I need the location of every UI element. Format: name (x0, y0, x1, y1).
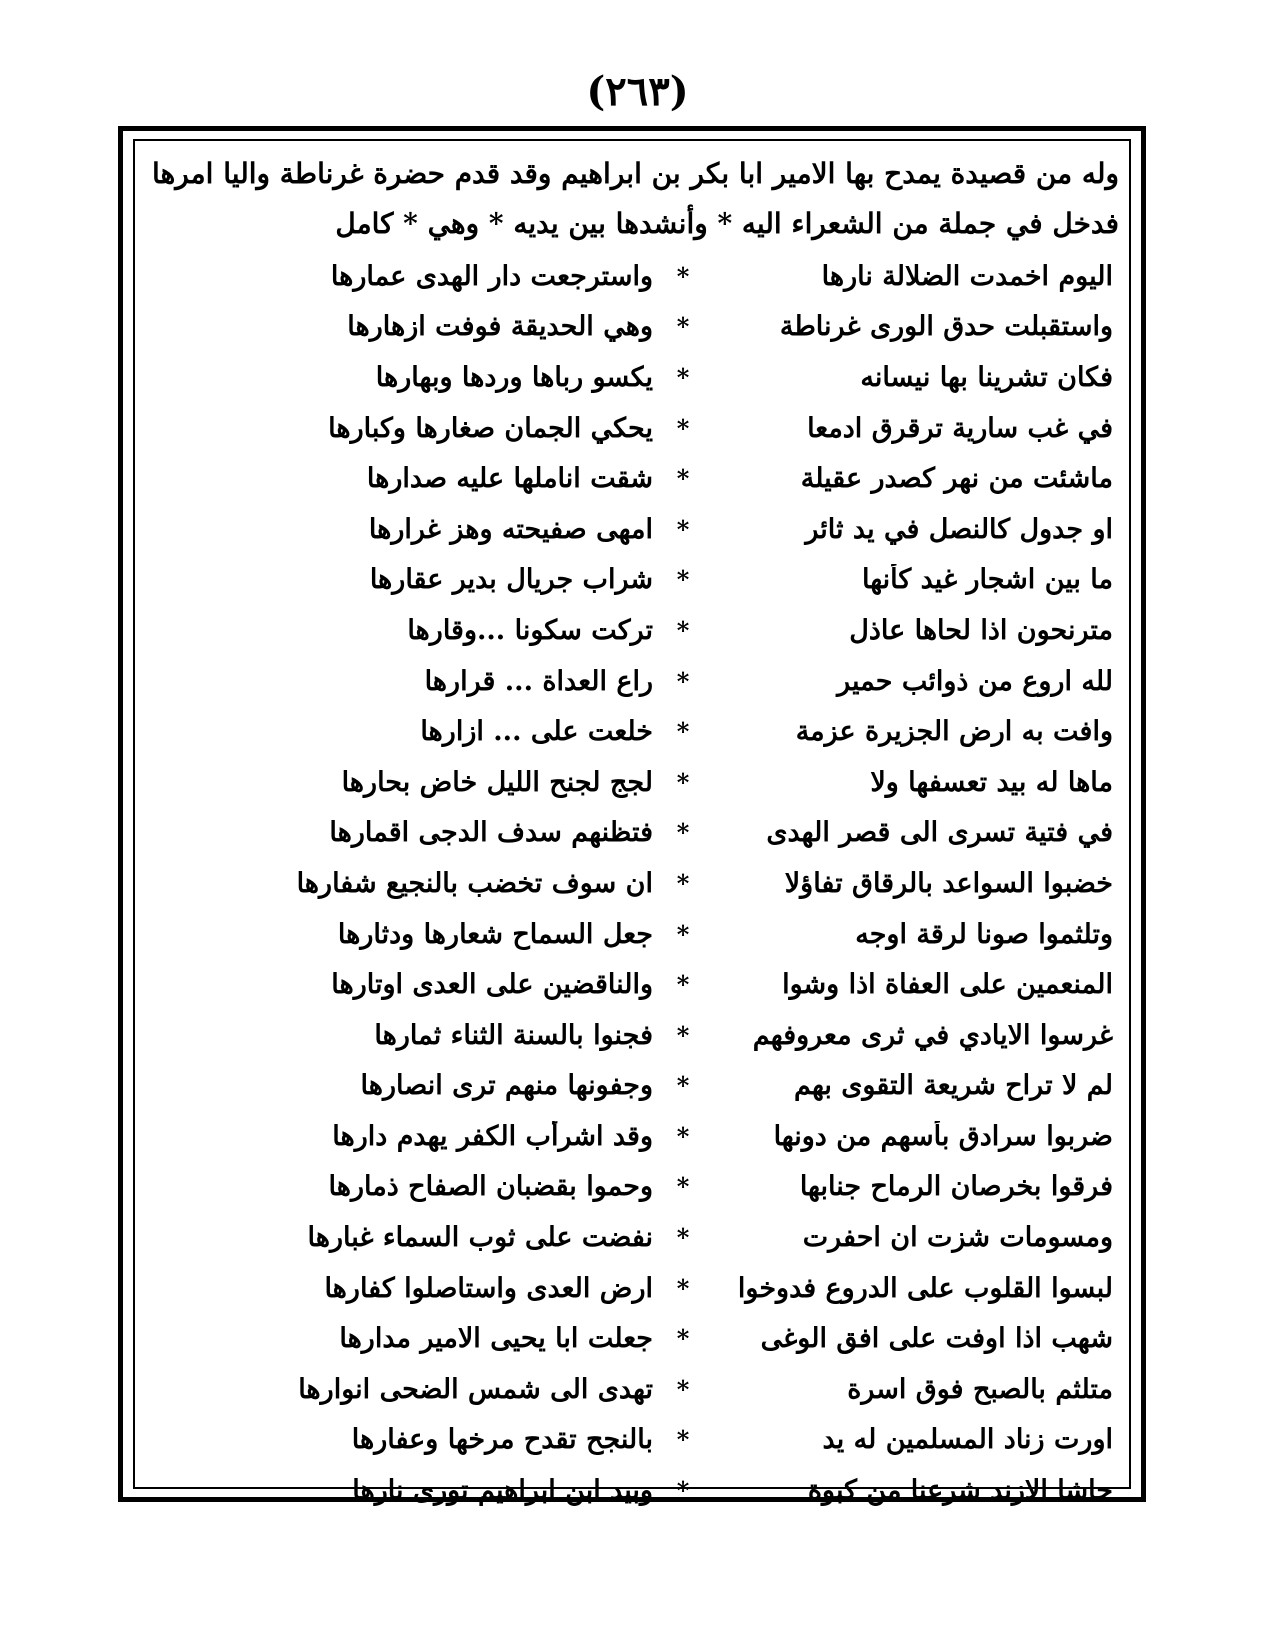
verse-line (163, 555, 1113, 606)
verse-line (163, 1263, 1113, 1314)
verse-separator: * (676, 818, 690, 848)
verse-separator: * (676, 514, 690, 544)
verse-first-hemistich: حاشا الازند شرعنا من كبوة (807, 1475, 1113, 1507)
verse-second-hemistich: نفضت على ثوب السماء غبارها (307, 1222, 653, 1254)
verse-line (163, 1313, 1113, 1364)
verse-line (163, 858, 1113, 909)
verse-separator: * (676, 666, 690, 696)
verse-separator: * (676, 464, 690, 494)
verse-first-hemistich: او جدول كالنصل في يد ثائر (805, 513, 1113, 545)
verse-separator: * (676, 767, 690, 797)
verse-separator: * (676, 970, 690, 1000)
verse-first-hemistich: فكان تشرينا بها نيسانه (860, 361, 1113, 393)
verse-second-hemistich: راع العداة ... قرارها (424, 665, 653, 697)
verse-second-hemistich: شقت اناملها عليه صدارها (366, 463, 653, 495)
verse-first-hemistich: ماها له بيد تعسفها ولا (870, 766, 1113, 798)
verse-line (163, 959, 1113, 1010)
verse-line (163, 352, 1113, 403)
page-number: (٢٦٣) (586, 68, 689, 115)
verse-second-hemistich: تهدى الى شمس الضحى انوارها (298, 1373, 653, 1405)
verse-second-hemistich: يحكي الجمان صغارها وكبارها (328, 412, 653, 444)
verse-separator: * (676, 362, 690, 392)
verse-separator: * (676, 717, 690, 747)
verse-second-hemistich: وجفونها منهم ترى انصارها (360, 1070, 653, 1102)
verse-first-hemistich: اورت زناد المسلمين له يد (822, 1424, 1113, 1456)
text-frame (118, 126, 1146, 1507)
verse-separator: * (676, 1071, 690, 1101)
verse-separator: * (676, 868, 690, 898)
verse-line (163, 706, 1113, 757)
verse-first-hemistich: لبسوا القلوب على الدروع فدوخوا (737, 1272, 1113, 1304)
verse-separator: * (676, 312, 690, 342)
verse-separator: * (676, 1324, 690, 1354)
verse-line (163, 1415, 1113, 1466)
verse-second-hemistich: ان سوف تخضب بالنجيع شفارها (296, 867, 653, 899)
verse-second-hemistich: خلعت على ... ازارها (420, 716, 653, 748)
verse-second-hemistich: لجج لجنح الليل خاض بحارها (341, 766, 653, 798)
verse-first-hemistich: اليوم اخمدت الضلالة نارها (821, 260, 1113, 292)
verse-first-hemistich: واستقبلت حدق الورى غرناطة (779, 311, 1113, 343)
introduction-line-2: فدخل في جملة من الشعراء اليه * وأنشدها بين يديه * وهي * كامل (335, 207, 1119, 240)
verse-line (163, 757, 1113, 808)
verse-first-hemistich: خضبوا السواعد بالرقاق تفاؤلا (784, 867, 1113, 899)
verse-separator: * (676, 413, 690, 443)
verse-first-hemistich: في فتية تسرى الى قصر الهدى (766, 817, 1113, 849)
verse-line (163, 504, 1113, 555)
verse-line (163, 1010, 1113, 1061)
verse-first-hemistich: متلثم بالصبح فوق اسرة (847, 1373, 1113, 1405)
verse-second-hemistich: فتظنهم سدف الدجى اقمارها (329, 817, 653, 849)
verse-first-hemistich: في غب سارية ترقرق ادمعا (807, 412, 1113, 444)
verse-line (163, 403, 1113, 454)
verse-first-hemistich: وافت به ارض الجزيرة عزمة (795, 716, 1113, 748)
verse-separator: * (676, 565, 690, 595)
verse-second-hemistich: فجنوا بالسنة الثناء ثمارها (374, 1019, 653, 1051)
introduction-line-1: وله من قصيدة يمدح بها الامير ابا بكر بن ابراهيم وقد قدم حضرة غرناطة واليا امرها (151, 157, 1119, 190)
verse-line (163, 1061, 1113, 1112)
verse-line (163, 302, 1113, 353)
verse-line (163, 1364, 1113, 1415)
verse-second-hemistich: جعلت ابا يحيى الامير مدارها (339, 1323, 653, 1355)
verse-first-hemistich: ضربوا سرادق بأسهم من دونها (773, 1120, 1113, 1152)
verse-line (163, 656, 1113, 707)
verse-line (163, 808, 1113, 859)
verse-line (163, 453, 1113, 504)
verse-first-hemistich: لم لا تراح شريعة التقوى بهم (793, 1070, 1113, 1102)
verse-second-hemistich: ارض العدى واستاصلوا كفارها (324, 1272, 653, 1304)
verse-first-hemistich: وتلثموا صونا لرقة اوجه (855, 918, 1113, 950)
verse-second-hemistich: شراب جريال بدير عقارها (369, 564, 653, 596)
verse-second-hemistich: واسترجعت دار الهدى عمارها (330, 260, 653, 292)
poem-introduction (143, 149, 1119, 249)
verse-second-hemistich: وبيد ابن ابراهيم تورى نارها (352, 1475, 653, 1507)
verse-second-hemistich: يكسو رباها وردها وبهارها (375, 361, 653, 393)
verse-separator: * (676, 1476, 690, 1506)
verse-first-hemistich: فرقوا بخرصان الرماح جنابها (799, 1171, 1113, 1203)
verse-separator: * (676, 1273, 690, 1303)
verse-line (163, 251, 1113, 302)
verse-first-hemistich: شهب اذا اوفت على افق الوغى (760, 1323, 1113, 1355)
verse-first-hemistich: المنعمين على العفاة اذا وشوا (782, 969, 1113, 1001)
verse-separator: * (676, 1374, 690, 1404)
verse-first-hemistich: ما بين اشجار غيد كأنها (861, 564, 1113, 596)
verse-first-hemistich: مترنحون اذا لحاها عاذل (849, 614, 1113, 646)
verse-separator: * (676, 615, 690, 645)
verse-line (163, 1212, 1113, 1263)
verse-second-hemistich: وحموا بقضبان الصفاح ذمارها (328, 1171, 653, 1203)
verse-separator: * (676, 919, 690, 949)
verse-second-hemistich: بالنجح تقدح مرخها وعفارها (351, 1424, 653, 1456)
verse-separator: * (676, 261, 690, 291)
verse-line (163, 1111, 1113, 1162)
verse-line (163, 909, 1113, 960)
poem-body (163, 251, 1113, 1516)
verse-separator: * (676, 1425, 690, 1455)
verse-line (163, 605, 1113, 656)
verse-second-hemistich: جعل السماح شعارها ودثارها (337, 918, 653, 950)
verse-separator: * (676, 1020, 690, 1050)
verse-second-hemistich: تركت سكونا ...وقارها (407, 614, 653, 646)
verse-separator: * (676, 1121, 690, 1151)
verse-separator: * (676, 1223, 690, 1253)
verse-first-hemistich: ومسومات شزت ان احفرت (802, 1222, 1113, 1254)
verse-first-hemistich: لله اروع من ذوائب حمير (837, 665, 1113, 697)
verse-second-hemistich: امهى صفيحته وهز غرارها (368, 513, 653, 545)
verse-first-hemistich: غرسوا الايادي في ثرى معروفهم (752, 1019, 1113, 1051)
verse-line (163, 1465, 1113, 1516)
verse-second-hemistich: وهي الحديقة فوفت ازهارها (347, 311, 653, 343)
verse-first-hemistich: ماشئت من نهر كصدر عقيلة (800, 463, 1113, 495)
verse-second-hemistich: وقد اشرأب الكفر يهدم دارها (332, 1120, 653, 1152)
verse-line (163, 1162, 1113, 1213)
verse-separator: * (676, 1172, 690, 1202)
verse-second-hemistich: والناقضين على العدى اوتارها (331, 969, 653, 1001)
